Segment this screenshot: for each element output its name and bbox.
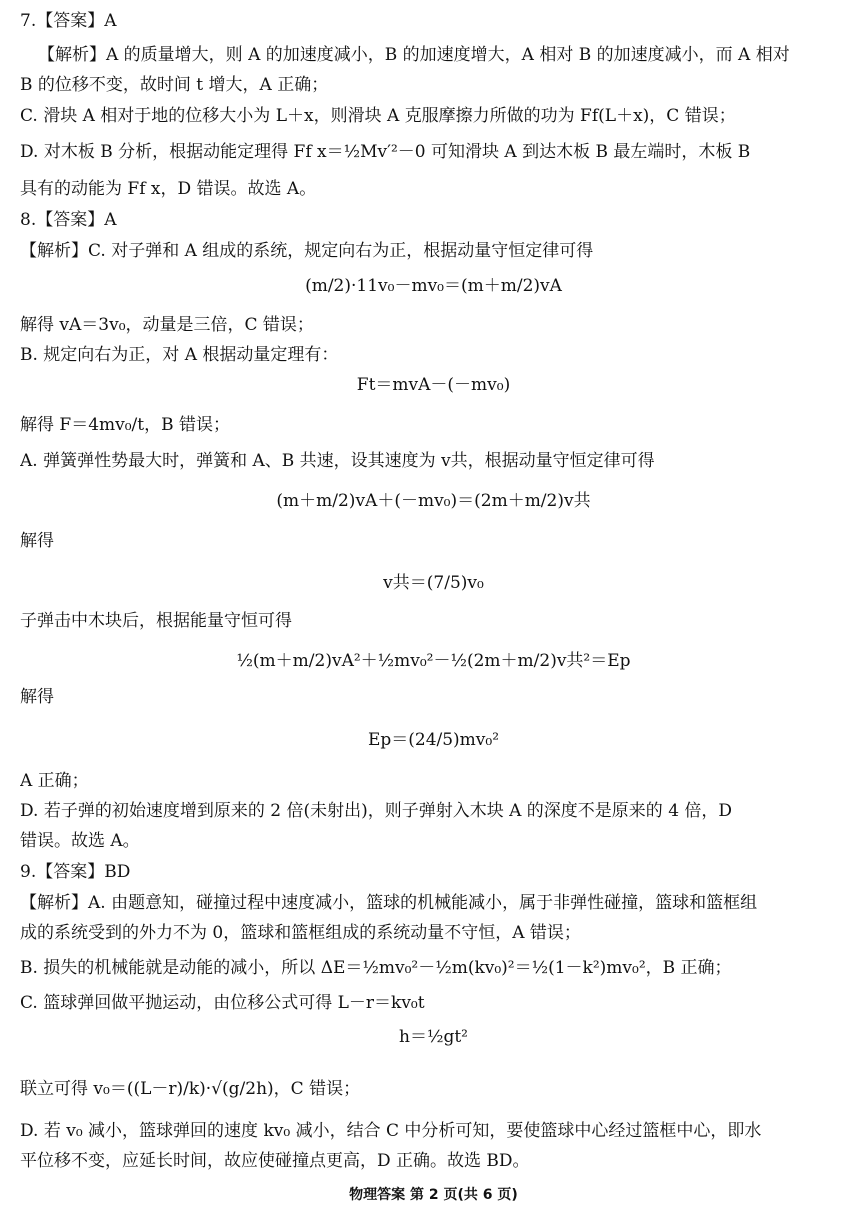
q8-equation: (m＋m/2)vA＋(－mv₀)＝(2m＋m/2)v共: [276, 491, 591, 511]
q8-line: 子弹击中木块后，根据能量守恒可得: [20, 611, 292, 631]
q9-answer: 9.【答案】BD: [20, 862, 131, 882]
q8-line: 解得 F＝4mv₀/t，B 错误；: [20, 415, 231, 435]
q8-answer: 8.【答案】A: [20, 210, 117, 230]
q8-line: 解得: [20, 687, 54, 707]
q7-line: 具有的动能为 Ff x，D 错误。故选 A。: [20, 179, 317, 199]
q8-line: 错误。故选 A。: [20, 831, 140, 851]
q9-line: B. 损失的机械能就是动能的减小，所以 ΔE＝½mv₀²－½m(kv₀)²＝½(1－k²)mv₀²，B 正确；: [20, 958, 732, 978]
q8-equation: (m/2)·11v₀－mv₀＝(m＋m/2)vA: [305, 276, 562, 296]
q7-line: B 的位移不变，故时间 t 增大，A 正确；: [20, 75, 329, 95]
q8-line: 解得 vA＝3v₀，动量是三倍，C 错误；: [20, 315, 314, 335]
q9-line: C. 篮球弹回做平抛运动，由位移公式可得 L－r＝kv₀t: [20, 993, 425, 1013]
q9-line: 【解析】A. 由题意知，碰撞过程中速度减小，篮球的机械能减小，属于非弹性碰撞，篮球和篮框组: [20, 893, 758, 913]
q8-line: A 正确；: [20, 771, 89, 791]
q7-line: C. 滑块 A 相对于地的位移大小为 L＋x，则滑块 A 克服摩擦力所做的功为 Ff(L＋x)，C 错误；: [20, 106, 736, 126]
q7-line: D. 对木板 B 分析，根据动能定理得 Ff x＝½Mv′²－0 可知滑块 A 到达木板 B 最左端时，木板 B: [20, 142, 751, 162]
q9-equation: h＝½gt²: [399, 1027, 468, 1047]
q8-line: A. 弹簧弹性势最大时，弹簧和 A、B 共速，设其速度为 v共，根据动量守恒定律可得: [20, 451, 655, 471]
q8-line: 解得: [20, 531, 54, 551]
q7-answer: 7.【答案】A: [20, 11, 117, 31]
q7-line: 【解析】A 的质量增大，则 A 的加速度减小，B 的加速度增大，A 相对 B 的加速度减小，而 A 相对: [38, 45, 790, 65]
q9-line: 成的系统受到的外力不为 0，篮球和篮框组成的系统动量不守恒，A 错误；: [20, 923, 581, 943]
q9-line: D. 若 v₀ 减小，篮球弹回的速度 kv₀ 减小，结合 C 中分析可知，要使篮球中心经过篮框中心，即水: [20, 1121, 762, 1141]
q8-line: 【解析】C. 对子弹和 A 组成的系统，规定向右为正，根据动量守恒定律可得: [20, 241, 594, 261]
q8-equation: Ft＝mvA－(－mv₀): [356, 375, 511, 395]
q8-line: B. 规定向右为正，对 A 根据动量定理有：: [20, 345, 339, 365]
q8-equation: ½(m＋m/2)vA²＋½mv₀²－½(2m＋m/2)v共²＝Ep: [236, 651, 631, 671]
page-footer: 物理答案 第 2 页(共 6 页): [349, 1187, 518, 1203]
q9-line: 联立可得 v₀＝((L－r)/k)·√(g/2h)，C 错误；: [20, 1079, 361, 1099]
q8-equation: v共＝(7/5)v₀: [383, 573, 484, 593]
q8-equation: Ep＝(24/5)mv₀²: [367, 730, 500, 750]
q8-line: D. 若子弹的初始速度增到原来的 2 倍(未射出)，则子弹射入木块 A 的深度不是原来的 4 倍，D: [20, 801, 733, 821]
q9-line: 平位移不变，应延长时间，故应使碰撞点更高，D 正确。故选 BD。: [20, 1151, 530, 1171]
